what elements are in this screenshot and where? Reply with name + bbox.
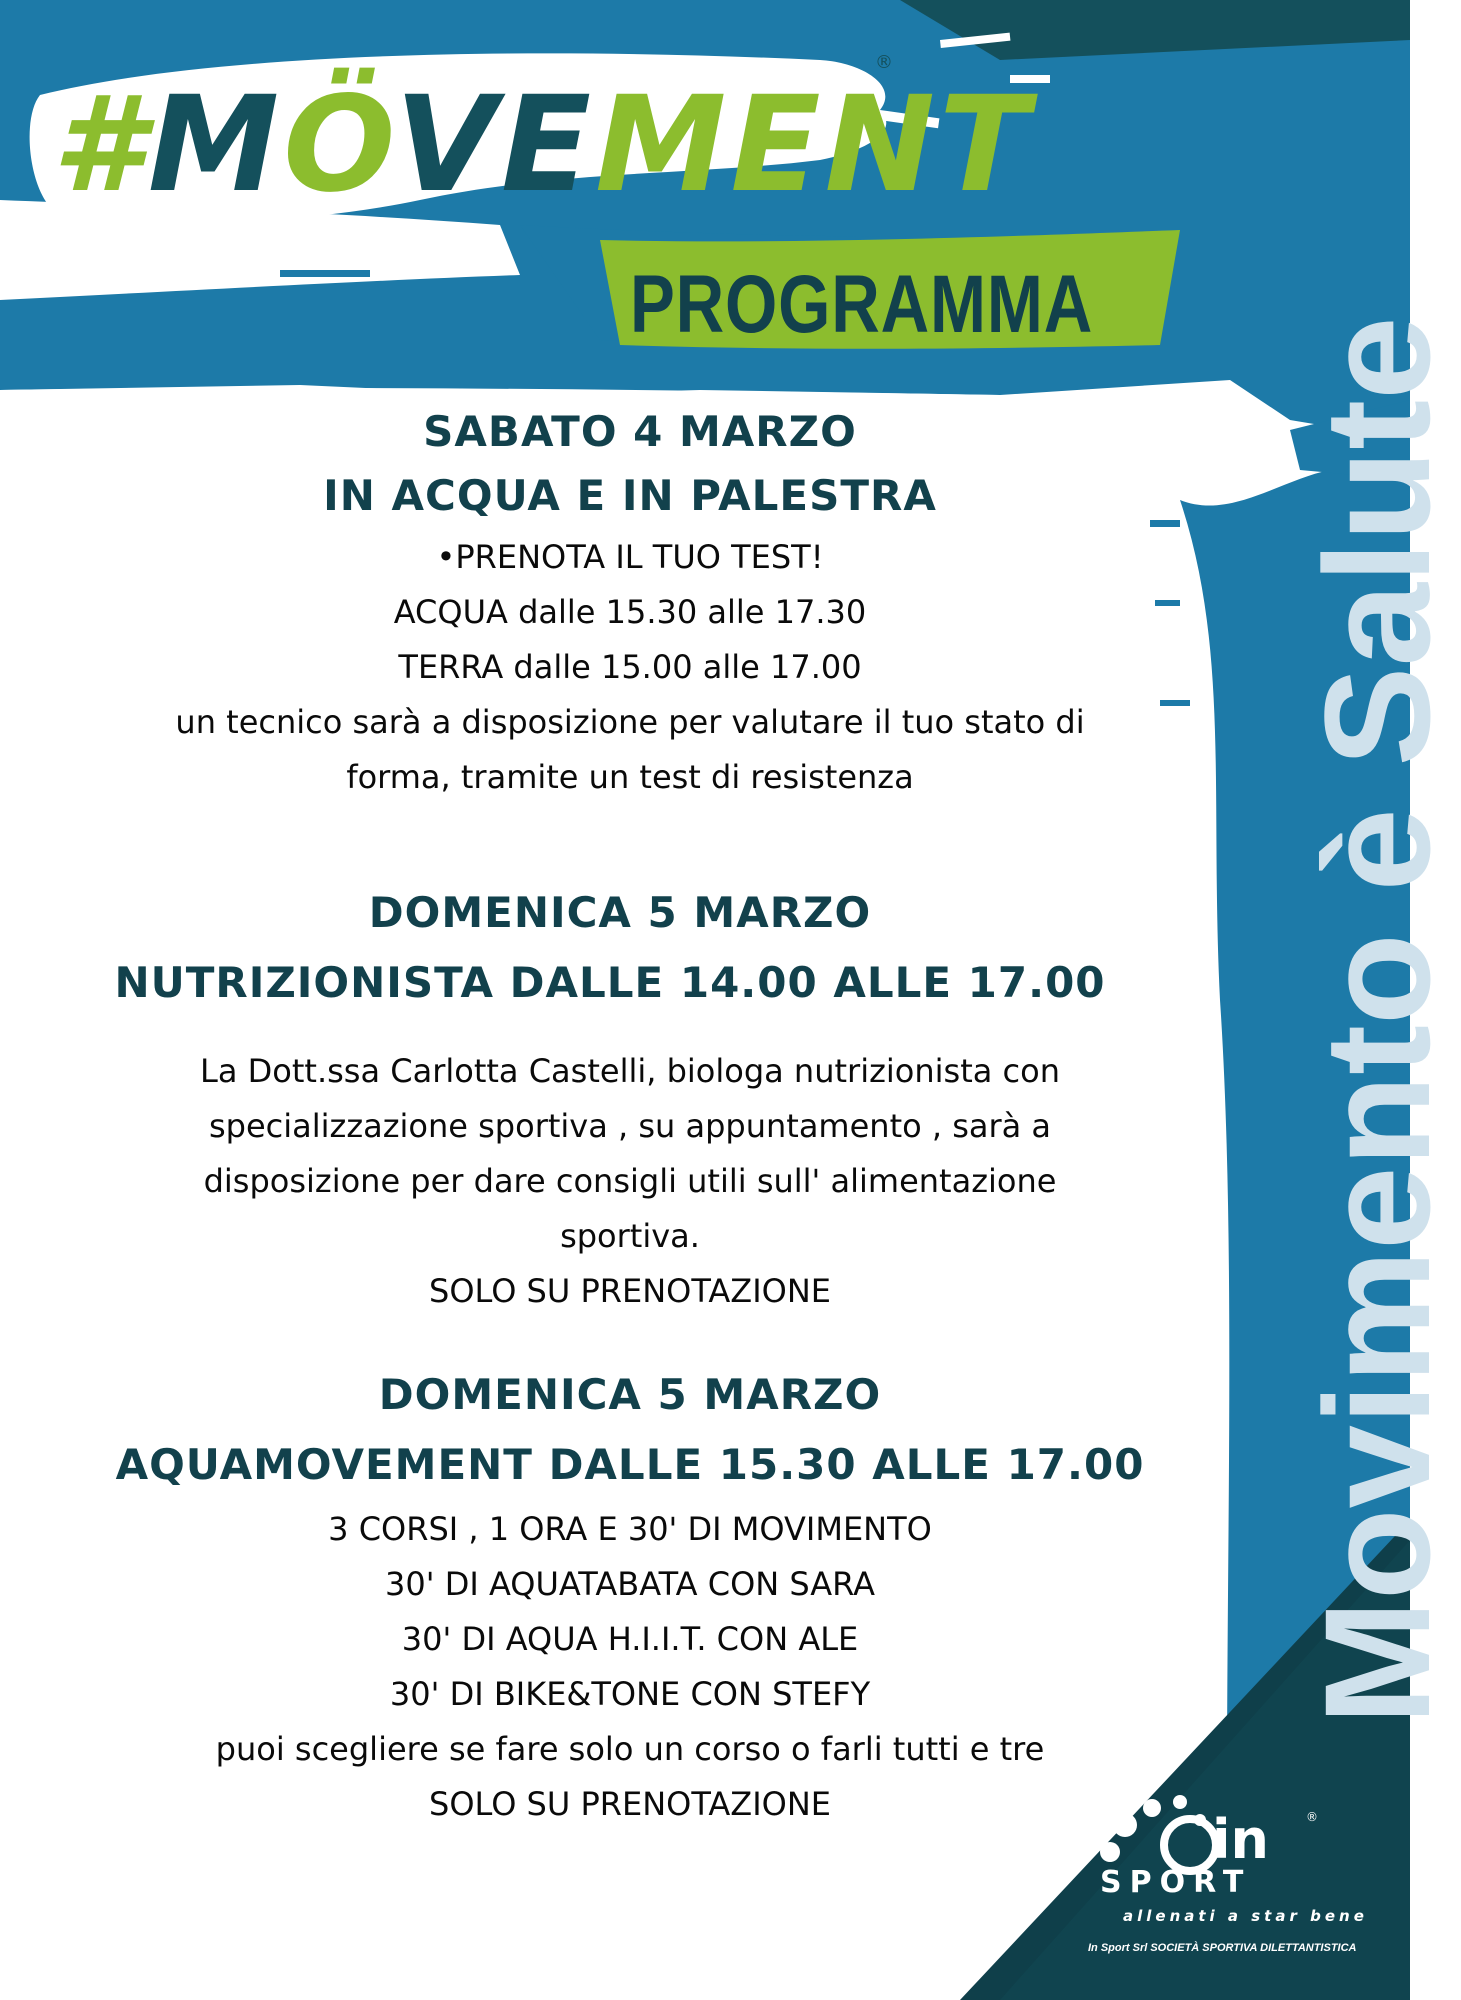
section-line: forma, tramite un test di resistenza bbox=[346, 758, 914, 796]
section-line: specializzazione sportiva , su appuntamento , sarà a bbox=[208, 1107, 1052, 1145]
section-day: DOMENICA 5 MARZO bbox=[378, 1370, 882, 1419]
vertical-slogan: Movimento è Salute bbox=[1293, 316, 1461, 1725]
program-title: PROGRAMMA bbox=[630, 259, 1094, 350]
movement-logo-text bbox=[52, 58, 1033, 233]
section-sunday-aquamovement bbox=[0, 1362, 1260, 1832]
insport-registered: ® bbox=[1306, 1810, 1318, 1824]
logo-o: Ö bbox=[283, 68, 395, 222]
section-line: SOLO SU PRENOTAZIONE bbox=[429, 1785, 831, 1823]
section-line: SOLO SU PRENOTAZIONE bbox=[429, 1272, 831, 1310]
logo-ment: MENT bbox=[595, 68, 1034, 222]
section-line: 30' DI AQUA H.I.I.T. CON ALE bbox=[401, 1620, 859, 1658]
section-line: ACQUA dalle 15.30 alle 17.30 bbox=[393, 593, 867, 631]
section-subtitle: AQUAMOVEMENT DALLE 15.30 ALLE 17.00 bbox=[115, 1440, 1145, 1489]
section-sunday-nutrition bbox=[0, 880, 1260, 1319]
section-day: DOMENICA 5 MARZO bbox=[368, 888, 872, 937]
movement-logo bbox=[52, 58, 1034, 233]
section-line: 30' DI AQUATABATA CON SARA bbox=[385, 1565, 875, 1603]
section-line: •PRENOTA IL TUO TEST! bbox=[436, 538, 824, 576]
logo-m: M bbox=[147, 68, 284, 222]
logo-hash: # bbox=[52, 68, 148, 222]
section-day: SABATO 4 MARZO bbox=[423, 407, 857, 456]
section-subtitle: IN ACQUA E IN PALESTRA bbox=[323, 471, 937, 520]
company-name: In Sport Srl SOCIETÀ SPORTIVA DILETTANTISTICA bbox=[1088, 1942, 1357, 1954]
section-line: 30' DI BIKE&TONE CON STEFY bbox=[389, 1675, 871, 1713]
insport-tagline: allenati a star bene bbox=[1123, 1907, 1368, 1925]
insport-logo-sport: SPORT bbox=[1100, 1865, 1252, 1900]
section-line: La Dott.ssa Carlotta Castelli, biologa nutrizionista con bbox=[200, 1052, 1060, 1090]
section-line: puoi scegliere se fare solo un corso o farli tutti e tre bbox=[215, 1730, 1045, 1768]
section-line: TERRA dalle 15.00 alle 17.00 bbox=[398, 648, 862, 686]
logo-ve: VE bbox=[394, 68, 596, 222]
insport-logo-in: in bbox=[1212, 1808, 1269, 1871]
section-line: un tecnico sarà a disposizione per valutare il tuo stato di bbox=[175, 703, 1085, 741]
section-line: sportiva. bbox=[560, 1217, 700, 1255]
section-subtitle: NUTRIZIONISTA DALLE 14.00 ALLE 17.00 bbox=[114, 958, 1106, 1007]
section-saturday bbox=[0, 402, 1260, 805]
registered-mark: ® bbox=[875, 52, 893, 73]
section-line: 3 CORSI , 1 ORA E 30' DI MOVIMENTO bbox=[328, 1510, 932, 1548]
section-line: disposizione per dare consigli utili sull' alimentazione bbox=[203, 1162, 1057, 1200]
